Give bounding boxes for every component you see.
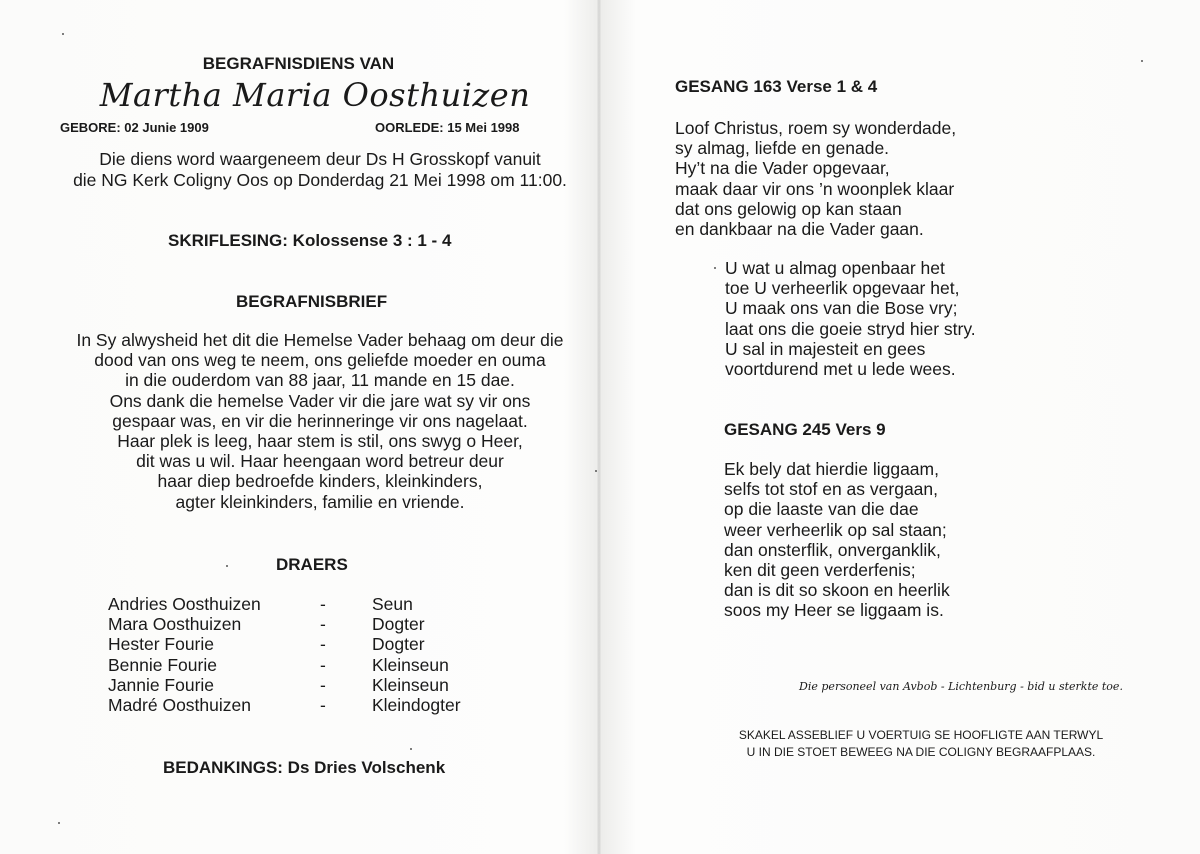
letter-line: dood van ons weg te neem, ons geliefde moeder en ouma: [94, 350, 546, 371]
bearer-name: Madré Oosthuizen: [108, 694, 251, 715]
paper-speck: [595, 470, 597, 472]
birth-date: GEBORE: 02 Junie 1909: [60, 120, 209, 135]
verse-line: dan is dit so skoon en heerlik: [724, 580, 950, 601]
paper-speck: [58, 822, 60, 824]
bearer-name: Hester Fourie: [108, 634, 215, 655]
paper-speck: [62, 33, 64, 35]
bearer-row: [108, 614, 488, 634]
verse-line: maak daar vir ons ’n woonplek klaar: [675, 178, 955, 199]
hymn2-verse: [724, 459, 950, 621]
staff-condolence-note: Die personeel van Avbob - Lichtenburg - bid u sterkte toe.: [799, 680, 1123, 693]
paper-speck: [1141, 60, 1143, 62]
intro-line: die NG Kerk Coligny Oos op Donderdag 21 Mei 1998 om 11:00.: [73, 170, 567, 190]
verse-line: soos my Heer se liggaam is.: [724, 600, 944, 621]
bearer-name: Jannie Fourie: [108, 674, 215, 695]
letter-line: Haar plek is leeg, haar stem is stil, ons swyg o Heer,: [117, 431, 523, 452]
letter-line: in die ouderdom van 88 jaar, 11 mande en 15 dae.: [125, 370, 515, 391]
verse-line: en dankbaar na die Vader gaan.: [675, 219, 924, 240]
bearers-heading: DRAERS: [276, 555, 348, 574]
thanks-line: BEDANKINGS: Ds Dries Volschenk: [163, 758, 446, 777]
verse-line: Hy’t na die Vader opgevaar,: [675, 158, 890, 179]
verse-line: U maak ons van die Bose vry;: [725, 298, 958, 319]
scripture-reading: SKRIFLESING: Kolossense 3 : 1 - 4: [168, 231, 452, 250]
verse-line: U sal in majesteit en gees: [725, 338, 926, 359]
paper-speck: [714, 267, 716, 269]
bearer-dash: -: [320, 594, 326, 614]
headlights-notice: [691, 727, 1151, 761]
verse-line: Loof Christus, roem sy wonderdade,: [675, 118, 957, 138]
deceased-name: Martha Maria Oosthuizen: [99, 76, 531, 114]
verse-line: dat ons gelowig op kan staan: [675, 198, 902, 219]
verse-line: op die laaste van die dae: [724, 499, 919, 520]
bearer-name: Andries Oosthuizen: [108, 594, 261, 614]
verse-line: weer verheerlik op sal staan;: [724, 519, 947, 540]
verse-line: dan onsterflik, onverganklik,: [724, 539, 941, 560]
intro-line: Die diens word waargeneem deur Ds H Grosskopf vanuit: [99, 149, 541, 169]
verse-line: U wat u almag openbaar het: [725, 258, 945, 278]
bearers-list: [108, 594, 488, 715]
letter-line: dit was u wil. Haar heengaan word betreur deur: [136, 451, 504, 472]
verse-line: toe U verheerlik opgevaar het,: [725, 278, 960, 299]
bearer-dash: -: [320, 634, 326, 655]
letter-line: haar diep bedroefde kinders, kleinkinders,: [157, 471, 483, 492]
hymn1-verse1: [675, 118, 956, 239]
bearer-dash: -: [320, 654, 326, 675]
letter-line: In Sy alwysheid het dit die Hemelse Vader behaag om deur die: [76, 330, 564, 350]
verse-line: Ek bely dat hierdie liggaam,: [724, 459, 939, 479]
bearer-dash: -: [320, 674, 326, 695]
hymn1-heading: GESANG 163 Verse 1 & 4: [675, 77, 878, 96]
letter-heading: BEGRAFNISBRIEF: [236, 292, 388, 311]
bearer-name: Mara Oosthuizen: [108, 614, 242, 635]
bearer-relation: Kleindogter: [372, 694, 461, 715]
verse-line: laat ons die goeie stryd hier stry.: [725, 318, 976, 339]
hymn2-heading: GESANG 245 Vers 9: [724, 420, 886, 439]
bearer-relation: Dogter: [372, 614, 425, 635]
bearer-relation: Seun: [372, 594, 413, 614]
bearer-relation: Kleinseun: [372, 654, 449, 675]
notice-line: U IN DIE STOET BEWEEG NA DIE COLIGNY BEGRAAFPLAAS.: [746, 745, 1096, 759]
bearer-row: [108, 695, 488, 715]
service-title: BEGRAFNISDIENS VAN: [202, 54, 395, 73]
right-page: [601, 0, 1200, 854]
bearer-row: [108, 594, 488, 614]
bearer-relation: Kleinseun: [372, 674, 449, 695]
bearer-row: [108, 655, 488, 675]
verse-line: ken dit geen verderfenis;: [724, 560, 916, 581]
letter-line: agter kleinkinders, familie en vriende.: [175, 491, 465, 512]
funeral-letter: [40, 330, 600, 512]
bearer-dash: -: [320, 694, 326, 715]
verse-line: selfs tot stof en as vergaan,: [724, 479, 939, 500]
letter-line: gespaar was, en vir die herinneringe vir ons nagelaat.: [112, 410, 528, 431]
service-intro: [40, 149, 600, 191]
bearer-dash: -: [320, 614, 326, 635]
verse-line: sy almag, liefde en genade.: [675, 138, 890, 159]
death-date: OORLEDE: 15 Mei 1998: [375, 120, 520, 135]
bearer-row: [108, 675, 488, 695]
notice-line: SKAKEL ASSEBLIEF U VOERTUIG SE HOOFLIGTE AAN TERWYL: [738, 728, 1104, 742]
verse-line: voortdurend met u lede wees.: [725, 359, 956, 380]
bearer-name: Bennie Fourie: [108, 654, 217, 675]
letter-line: Ons dank die hemelse Vader vir die jare wat sy vir ons: [109, 390, 531, 411]
bearer-row: [108, 634, 488, 654]
bearer-relation: Dogter: [372, 634, 425, 655]
left-page: [0, 0, 597, 854]
hymn1-verse4: [725, 258, 976, 379]
paper-speck: [226, 565, 228, 567]
paper-speck: [410, 748, 412, 750]
